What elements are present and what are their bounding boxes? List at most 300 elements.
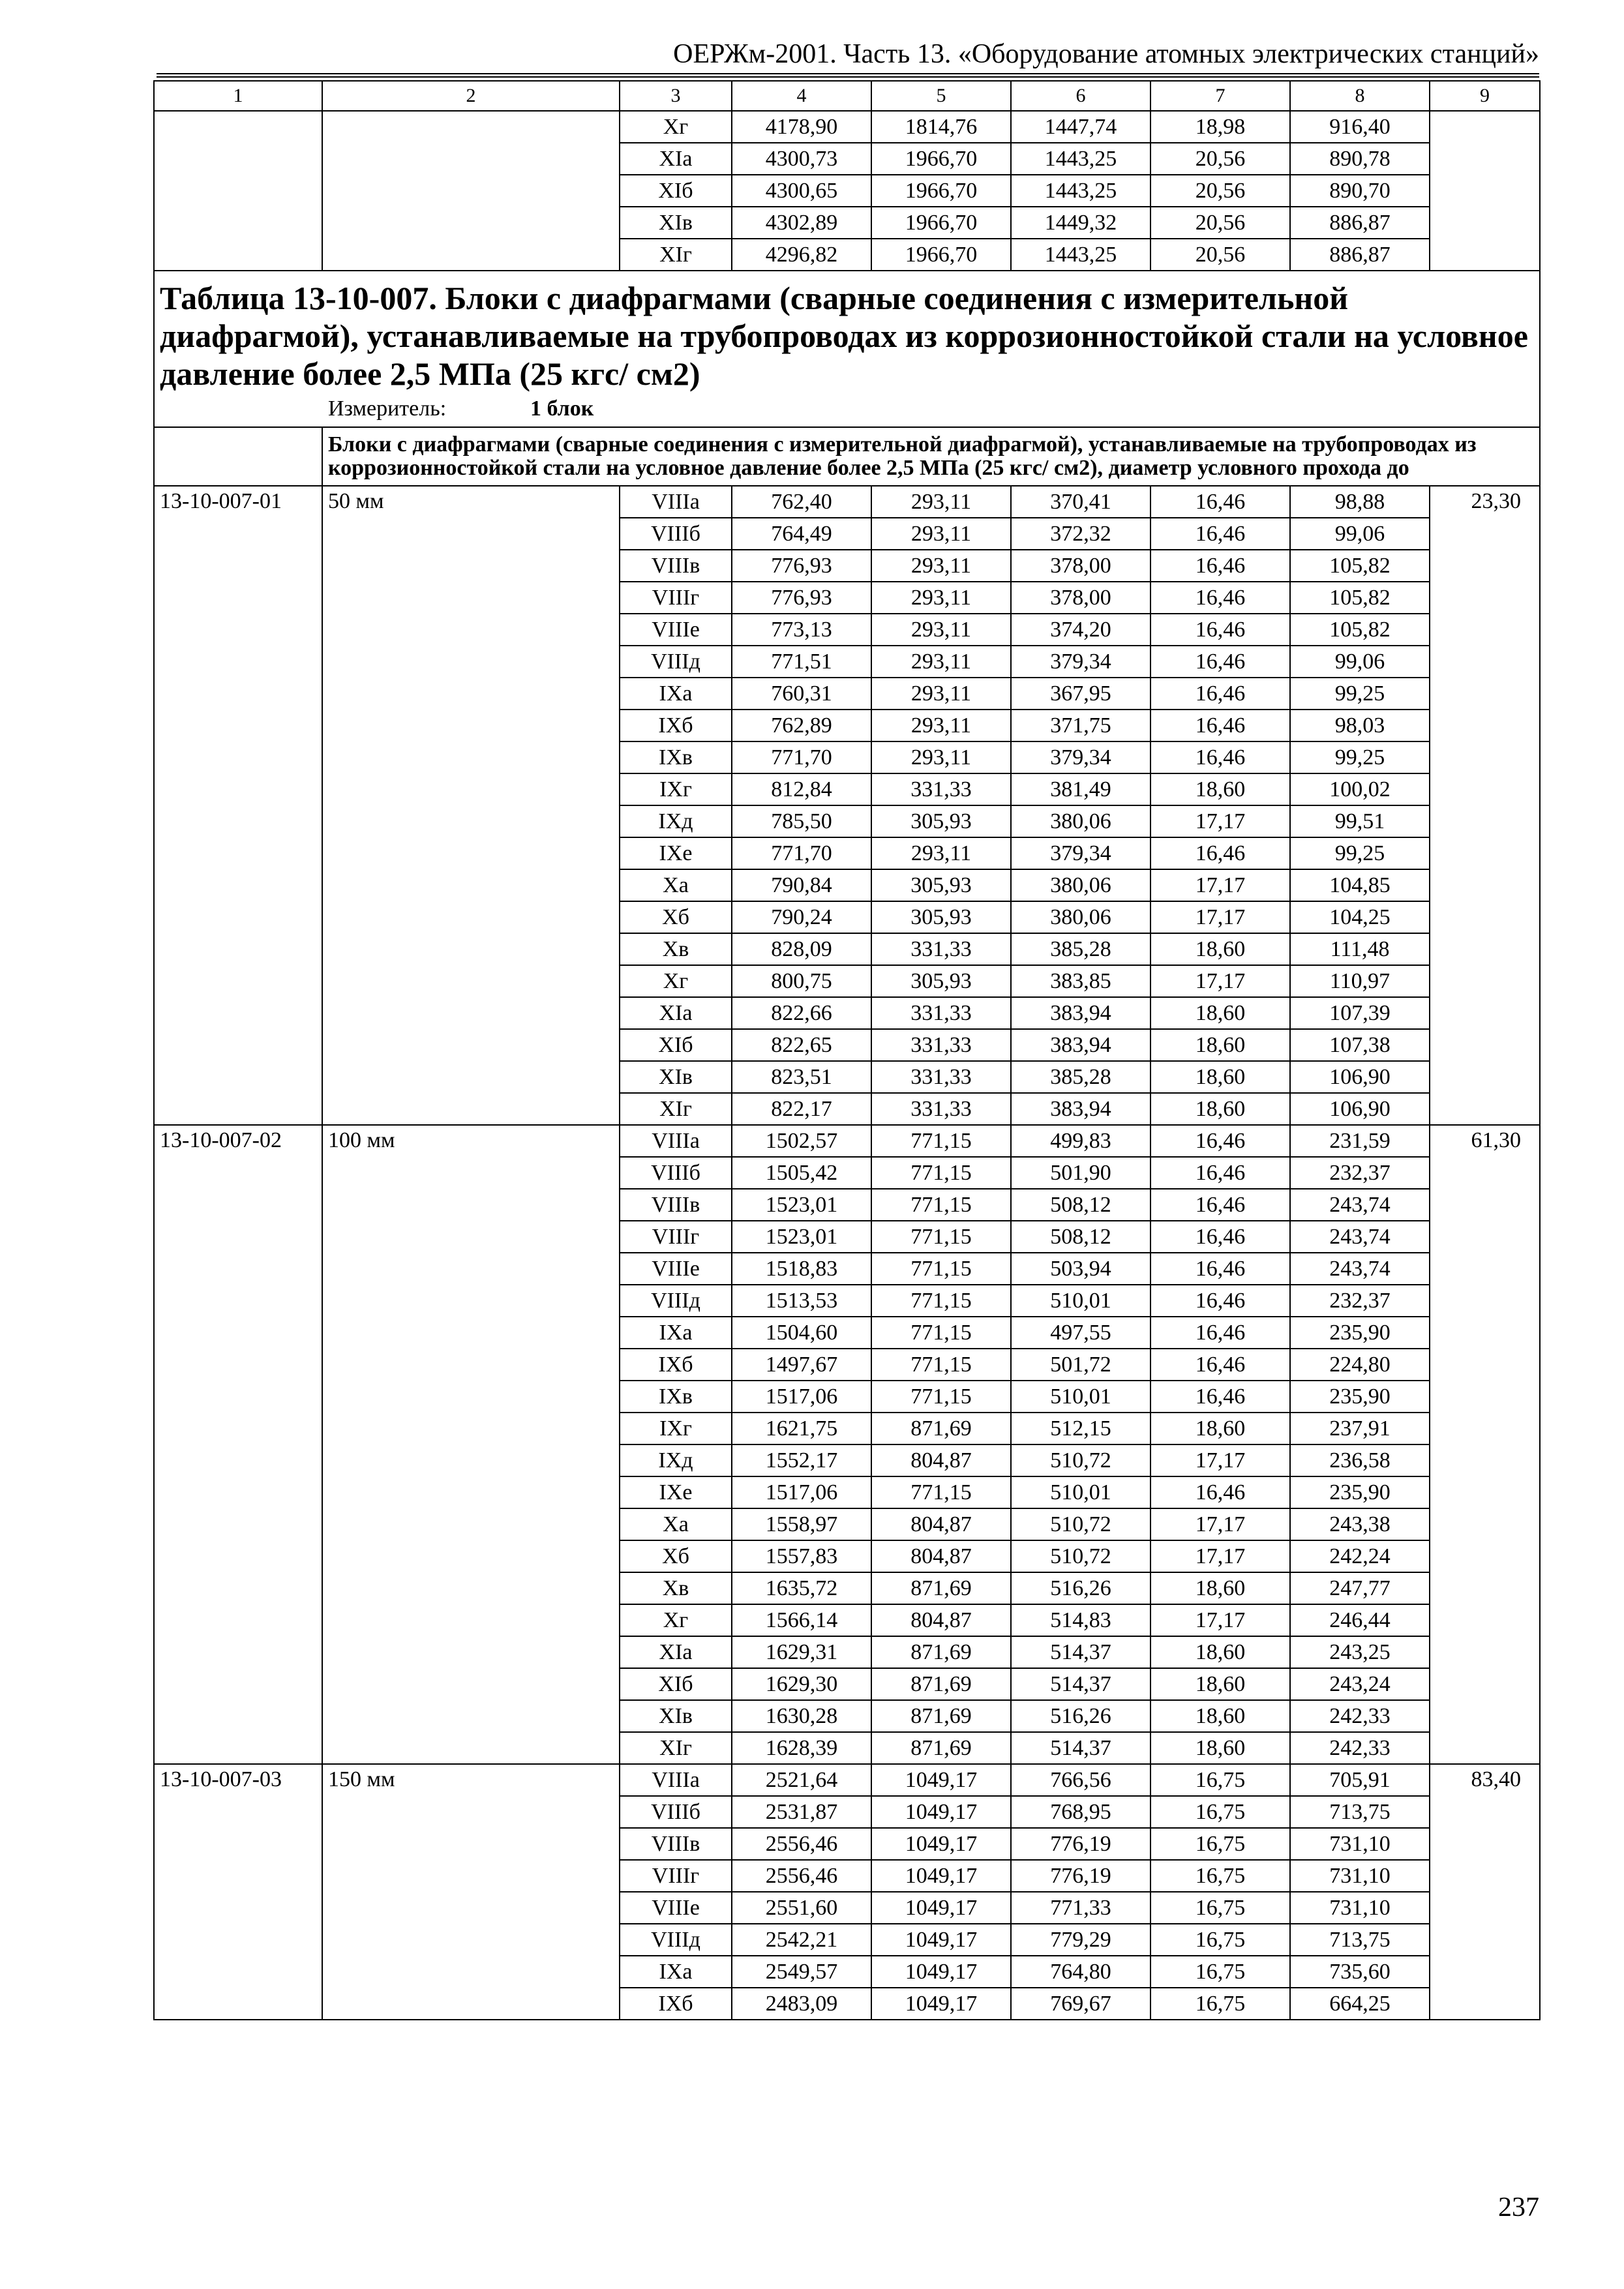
direct-cost-cell: 1517,06 — [732, 1381, 871, 1413]
machine-cost-cell: 510,72 — [1011, 1540, 1150, 1572]
machine-cost-cell: 514,83 — [1011, 1604, 1150, 1636]
direct-cost-cell: 1557,83 — [732, 1540, 871, 1572]
materials-cost-cell: 104,85 — [1290, 869, 1430, 901]
labor-cost-cell: 293,11 — [871, 614, 1011, 646]
continuation-row — [154, 111, 1540, 143]
table-row — [154, 1764, 1540, 1796]
direct-cost-cell: 771,70 — [732, 837, 871, 869]
zone-cell: VIIIг — [620, 1221, 732, 1253]
driver-wage-cell: 17,17 — [1150, 1444, 1290, 1476]
machine-cost-cell: 378,00 — [1011, 550, 1150, 582]
zone-cell: VIIIв — [620, 550, 732, 582]
driver-wage-cell: 17,17 — [1150, 901, 1290, 933]
zone-cell: IХб — [620, 710, 732, 741]
materials-cost-cell: 106,90 — [1290, 1061, 1430, 1093]
labor-cost-cell: 331,33 — [871, 933, 1011, 965]
labor-cost-cell: 804,87 — [871, 1508, 1011, 1540]
zone-cell: VIIIг — [620, 582, 732, 614]
table-title-row — [154, 271, 1540, 427]
driver-wage-cell: 16,46 — [1150, 582, 1290, 614]
machine-cost-cell: 503,94 — [1011, 1253, 1150, 1285]
driver-wage-cell: 16,46 — [1150, 646, 1290, 678]
table-row — [154, 1125, 1540, 1157]
zone-cell: ХIа — [620, 1636, 732, 1668]
continuation-code-cell — [154, 111, 322, 271]
direct-cost-cell: 1523,01 — [732, 1221, 871, 1253]
zone-cell: Хб — [620, 1540, 732, 1572]
column-number-cell: 3 — [620, 81, 732, 111]
zone-cell: VIIIе — [620, 1892, 732, 1924]
zone-cell: IХа — [620, 1956, 732, 1988]
direct-cost-cell: 1513,53 — [732, 1285, 871, 1317]
labor-cost-cell: 293,11 — [871, 646, 1011, 678]
labor-cost-cell: 771,15 — [871, 1253, 1011, 1285]
zone-cell: VIIIа — [620, 1764, 732, 1796]
materials-cost-cell: 916,40 — [1290, 111, 1430, 143]
direct-cost-cell: 1558,97 — [732, 1508, 871, 1540]
labor-cost-cell: 771,15 — [871, 1476, 1011, 1508]
labor-cost-cell: 771,15 — [871, 1285, 1011, 1317]
driver-wage-cell: 16,46 — [1150, 678, 1290, 710]
materials-cost-cell: 107,38 — [1290, 1029, 1430, 1061]
machine-cost-cell: 1443,25 — [1011, 239, 1150, 271]
labor-cost-cell: 305,93 — [871, 965, 1011, 997]
materials-cost-cell: 886,87 — [1290, 207, 1430, 239]
driver-wage-cell: 16,75 — [1150, 1956, 1290, 1988]
driver-wage-cell: 16,46 — [1150, 1221, 1290, 1253]
materials-cost-cell: 105,82 — [1290, 582, 1430, 614]
driver-wage-cell: 17,17 — [1150, 965, 1290, 997]
direct-cost-cell: 2521,64 — [732, 1764, 871, 1796]
materials-cost-cell: 243,74 — [1290, 1221, 1430, 1253]
direct-cost-cell: 776,93 — [732, 550, 871, 582]
driver-wage-cell: 16,46 — [1150, 1317, 1290, 1349]
direct-cost-cell: 1505,42 — [732, 1157, 871, 1189]
zone-cell: Хг — [620, 111, 732, 143]
materials-cost-cell: 110,97 — [1290, 965, 1430, 997]
machine-cost-cell: 379,34 — [1011, 646, 1150, 678]
driver-wage-cell: 18,60 — [1150, 1732, 1290, 1764]
direct-cost-cell: 812,84 — [732, 773, 871, 805]
zone-cell: ХIб — [620, 175, 732, 207]
materials-cost-cell: 243,74 — [1290, 1189, 1430, 1221]
driver-wage-cell: 18,60 — [1150, 1413, 1290, 1444]
machine-cost-cell: 766,56 — [1011, 1764, 1150, 1796]
materials-cost-cell: 99,25 — [1290, 741, 1430, 773]
materials-cost-cell: 242,33 — [1290, 1732, 1430, 1764]
direct-cost-cell: 2549,57 — [732, 1956, 871, 1988]
column-number-cell: 5 — [871, 81, 1011, 111]
labor-cost-cell: 771,15 — [871, 1157, 1011, 1189]
direct-cost-cell: 828,09 — [732, 933, 871, 965]
driver-wage-cell: 16,75 — [1150, 1828, 1290, 1860]
materials-cost-cell: 713,75 — [1290, 1924, 1430, 1956]
zone-cell: IХв — [620, 741, 732, 773]
direct-cost-cell: 822,65 — [732, 1029, 871, 1061]
materials-cost-cell: 705,91 — [1290, 1764, 1430, 1796]
direct-cost-cell: 2556,46 — [732, 1828, 871, 1860]
section-description-row — [154, 427, 1540, 486]
materials-cost-cell: 104,25 — [1290, 901, 1430, 933]
machine-cost-cell: 514,37 — [1011, 1732, 1150, 1764]
labor-cost-cell: 1966,70 — [871, 207, 1011, 239]
direct-cost-cell: 822,17 — [732, 1093, 871, 1125]
materials-cost-cell: 235,90 — [1290, 1317, 1430, 1349]
driver-wage-cell: 16,46 — [1150, 710, 1290, 741]
zone-cell: VIIIв — [620, 1828, 732, 1860]
labor-cost-cell: 771,15 — [871, 1189, 1011, 1221]
zone-cell: Ха — [620, 1508, 732, 1540]
section-description: Блоки с диафрагмами (сварные соединения с измерительной диафрагмой), устанавливаемые на трубопроводах из коррозионностойкой стали на условное давление более 2,5 МПа (25 кгс/ см2), диаметр условного прохода до — [322, 427, 1540, 486]
labor-cost-cell: 293,11 — [871, 582, 1011, 614]
labor-cost-cell: 1049,17 — [871, 1956, 1011, 1988]
materials-cost-cell: 242,24 — [1290, 1540, 1430, 1572]
labor-cost-cell: 771,15 — [871, 1349, 1011, 1381]
materials-cost-cell: 890,70 — [1290, 175, 1430, 207]
labor-cost-cell: 1049,17 — [871, 1764, 1011, 1796]
driver-wage-cell: 16,75 — [1150, 1988, 1290, 2020]
direct-cost-cell: 1630,28 — [732, 1700, 871, 1732]
zone-cell: ХIб — [620, 1668, 732, 1700]
direct-cost-cell: 2483,09 — [732, 1988, 871, 2020]
machine-cost-cell: 383,94 — [1011, 1029, 1150, 1061]
zone-cell: Хв — [620, 933, 732, 965]
driver-wage-cell: 18,60 — [1150, 1700, 1290, 1732]
zone-cell: IХе — [620, 837, 732, 869]
driver-wage-cell: 20,56 — [1150, 239, 1290, 271]
machine-cost-cell: 385,28 — [1011, 933, 1150, 965]
continuation-labor-cell — [1430, 111, 1540, 271]
column-number-cell: 6 — [1011, 81, 1150, 111]
labor-cost-cell: 1966,70 — [871, 175, 1011, 207]
machine-cost-cell: 776,19 — [1011, 1828, 1150, 1860]
direct-cost-cell: 1629,31 — [732, 1636, 871, 1668]
zone-cell: VIIIд — [620, 1924, 732, 1956]
zone-cell: ХIг — [620, 1732, 732, 1764]
driver-wage-cell: 16,75 — [1150, 1892, 1290, 1924]
driver-wage-cell: 20,56 — [1150, 207, 1290, 239]
labor-cost-cell: 293,11 — [871, 741, 1011, 773]
materials-cost-cell: 99,25 — [1290, 678, 1430, 710]
labor-hours-cell: 61,30 — [1430, 1125, 1540, 1764]
direct-cost-cell: 1504,60 — [732, 1317, 871, 1349]
machine-cost-cell: 764,80 — [1011, 1956, 1150, 1988]
zone-cell: VIIIе — [620, 614, 732, 646]
direct-cost-cell: 2542,21 — [732, 1924, 871, 1956]
zone-cell: IХг — [620, 773, 732, 805]
column-number-row — [154, 81, 1540, 111]
labor-cost-cell: 1049,17 — [871, 1828, 1011, 1860]
zone-cell: VIIIа — [620, 1125, 732, 1157]
labor-cost-cell: 293,11 — [871, 710, 1011, 741]
item-diameter-cell: 150 мм — [322, 1764, 620, 2020]
column-number-cell: 8 — [1290, 81, 1430, 111]
machine-cost-cell: 380,06 — [1011, 869, 1150, 901]
zone-cell: Ха — [620, 869, 732, 901]
materials-cost-cell: 98,03 — [1290, 710, 1430, 741]
item-diameter-cell: 50 мм — [322, 486, 620, 1125]
driver-wage-cell: 18,98 — [1150, 111, 1290, 143]
direct-cost-cell: 4302,89 — [732, 207, 871, 239]
materials-cost-cell: 243,24 — [1290, 1668, 1430, 1700]
direct-cost-cell: 2531,87 — [732, 1796, 871, 1828]
zone-cell: ХIа — [620, 997, 732, 1029]
materials-cost-cell: 98,88 — [1290, 486, 1430, 518]
materials-cost-cell: 236,58 — [1290, 1444, 1430, 1476]
direct-cost-cell: 1518,83 — [732, 1253, 871, 1285]
machine-cost-cell: 510,72 — [1011, 1444, 1150, 1476]
machine-cost-cell: 383,94 — [1011, 997, 1150, 1029]
direct-cost-cell: 790,24 — [732, 901, 871, 933]
machine-cost-cell: 372,32 — [1011, 518, 1150, 550]
materials-cost-cell: 243,25 — [1290, 1636, 1430, 1668]
machine-cost-cell: 497,55 — [1011, 1317, 1150, 1349]
labor-cost-cell: 305,93 — [871, 869, 1011, 901]
driver-wage-cell: 16,75 — [1150, 1796, 1290, 1828]
labor-cost-cell: 293,11 — [871, 678, 1011, 710]
direct-cost-cell: 762,89 — [732, 710, 871, 741]
machine-cost-cell: 516,26 — [1011, 1700, 1150, 1732]
zone-cell: IХд — [620, 1444, 732, 1476]
labor-cost-cell: 293,11 — [871, 550, 1011, 582]
zone-cell: IХа — [620, 1317, 732, 1349]
labor-cost-cell: 331,33 — [871, 1093, 1011, 1125]
zone-cell: IХб — [620, 1349, 732, 1381]
machine-cost-cell: 512,15 — [1011, 1413, 1150, 1444]
zone-cell: VIIIд — [620, 646, 732, 678]
driver-wage-cell: 16,46 — [1150, 837, 1290, 869]
materials-cost-cell: 224,80 — [1290, 1349, 1430, 1381]
zone-cell: Хб — [620, 901, 732, 933]
zone-cell: IХд — [620, 805, 732, 837]
column-number-cell: 7 — [1150, 81, 1290, 111]
zone-cell: VIIIб — [620, 1157, 732, 1189]
driver-wage-cell: 16,46 — [1150, 1285, 1290, 1317]
materials-cost-cell: 105,82 — [1290, 614, 1430, 646]
direct-cost-cell: 1635,72 — [732, 1572, 871, 1604]
materials-cost-cell: 246,44 — [1290, 1604, 1430, 1636]
driver-wage-cell: 17,17 — [1150, 805, 1290, 837]
zone-cell: IХа — [620, 678, 732, 710]
labor-cost-cell: 305,93 — [871, 901, 1011, 933]
driver-wage-cell: 16,46 — [1150, 1381, 1290, 1413]
labor-cost-cell: 804,87 — [871, 1444, 1011, 1476]
section-code-cell — [154, 427, 322, 486]
zone-cell: ХIа — [620, 143, 732, 175]
unit-line — [328, 396, 1537, 421]
machine-cost-cell: 771,33 — [1011, 1892, 1150, 1924]
machine-cost-cell: 779,29 — [1011, 1924, 1150, 1956]
materials-cost-cell: 713,75 — [1290, 1796, 1430, 1828]
item-code-cell: 13-10-007-02 — [154, 1125, 322, 1764]
materials-cost-cell: 99,25 — [1290, 837, 1430, 869]
unit-value: 1 блок — [530, 396, 594, 421]
materials-cost-cell: 106,90 — [1290, 1093, 1430, 1125]
direct-cost-cell: 1628,39 — [732, 1732, 871, 1764]
zone-cell: Хг — [620, 965, 732, 997]
direct-cost-cell: 771,51 — [732, 646, 871, 678]
materials-cost-cell: 890,78 — [1290, 143, 1430, 175]
machine-cost-cell: 380,06 — [1011, 805, 1150, 837]
labor-cost-cell: 1049,17 — [871, 1796, 1011, 1828]
machine-cost-cell: 1443,25 — [1011, 143, 1150, 175]
labor-cost-cell: 871,69 — [871, 1572, 1011, 1604]
labor-cost-cell: 804,87 — [871, 1540, 1011, 1572]
direct-cost-cell: 1497,67 — [732, 1349, 871, 1381]
column-number-cell: 1 — [154, 81, 322, 111]
materials-cost-cell: 731,10 — [1290, 1828, 1430, 1860]
unit-label: Измеритель: — [328, 396, 447, 421]
direct-cost-cell: 4300,65 — [732, 175, 871, 207]
driver-wage-cell: 17,17 — [1150, 869, 1290, 901]
direct-cost-cell: 1621,75 — [732, 1413, 871, 1444]
machine-cost-cell: 371,75 — [1011, 710, 1150, 741]
machine-cost-cell: 374,20 — [1011, 614, 1150, 646]
materials-cost-cell: 735,60 — [1290, 1956, 1430, 1988]
labor-cost-cell: 871,69 — [871, 1413, 1011, 1444]
materials-cost-cell: 731,10 — [1290, 1860, 1430, 1892]
driver-wage-cell: 16,75 — [1150, 1860, 1290, 1892]
materials-cost-cell: 232,37 — [1290, 1285, 1430, 1317]
direct-cost-cell: 776,93 — [732, 582, 871, 614]
direct-cost-cell: 2556,46 — [732, 1860, 871, 1892]
direct-cost-cell: 822,66 — [732, 997, 871, 1029]
materials-cost-cell: 664,25 — [1290, 1988, 1430, 2020]
labor-cost-cell: 771,15 — [871, 1381, 1011, 1413]
materials-cost-cell: 247,77 — [1290, 1572, 1430, 1604]
zone-cell: ХIв — [620, 1061, 732, 1093]
direct-cost-cell: 2551,60 — [732, 1892, 871, 1924]
machine-cost-cell: 383,94 — [1011, 1093, 1150, 1125]
materials-cost-cell: 107,39 — [1290, 997, 1430, 1029]
table-row — [154, 486, 1540, 518]
materials-cost-cell: 243,74 — [1290, 1253, 1430, 1285]
driver-wage-cell: 16,46 — [1150, 550, 1290, 582]
materials-cost-cell: 232,37 — [1290, 1157, 1430, 1189]
machine-cost-cell: 501,90 — [1011, 1157, 1150, 1189]
driver-wage-cell: 18,60 — [1150, 933, 1290, 965]
item-code-cell: 13-10-007-03 — [154, 1764, 322, 2020]
driver-wage-cell: 16,75 — [1150, 1764, 1290, 1796]
direct-cost-cell: 1566,14 — [732, 1604, 871, 1636]
table-title: Таблица 13-10-007. Блоки с диафрагмами (сварные соединения с измерительной диафрагмой), устанавливаемые на трубопроводах из коррозионностойкой стали на условное давление более 2,5 МПа (25 кгс/ см2) — [160, 280, 1528, 392]
driver-wage-cell: 18,60 — [1150, 1572, 1290, 1604]
driver-wage-cell: 16,46 — [1150, 518, 1290, 550]
zone-cell: ХIв — [620, 1700, 732, 1732]
driver-wage-cell: 16,46 — [1150, 614, 1290, 646]
labor-cost-cell: 771,15 — [871, 1221, 1011, 1253]
driver-wage-cell: 18,60 — [1150, 997, 1290, 1029]
machine-cost-cell: 510,01 — [1011, 1381, 1150, 1413]
direct-cost-cell: 773,13 — [732, 614, 871, 646]
machine-cost-cell: 768,95 — [1011, 1796, 1150, 1828]
materials-cost-cell: 111,48 — [1290, 933, 1430, 965]
direct-cost-cell: 771,70 — [732, 741, 871, 773]
zone-cell: VIIIг — [620, 1860, 732, 1892]
continuation-name-cell — [322, 111, 620, 271]
driver-wage-cell: 17,17 — [1150, 1604, 1290, 1636]
direct-cost-cell: 1517,06 — [732, 1476, 871, 1508]
machine-cost-cell: 367,95 — [1011, 678, 1150, 710]
driver-wage-cell: 17,17 — [1150, 1508, 1290, 1540]
zone-cell: ХIг — [620, 239, 732, 271]
labor-cost-cell: 871,69 — [871, 1636, 1011, 1668]
labor-cost-cell: 771,15 — [871, 1125, 1011, 1157]
labor-cost-cell: 871,69 — [871, 1700, 1011, 1732]
machine-cost-cell: 383,85 — [1011, 965, 1150, 997]
labor-cost-cell: 293,11 — [871, 837, 1011, 869]
direct-cost-cell: 764,49 — [732, 518, 871, 550]
labor-cost-cell: 331,33 — [871, 1061, 1011, 1093]
direct-cost-cell: 4300,73 — [732, 143, 871, 175]
driver-wage-cell: 16,46 — [1150, 1189, 1290, 1221]
zone-cell: VIIIд — [620, 1285, 732, 1317]
labor-hours-cell: 83,40 — [1430, 1764, 1540, 2020]
header-rule-top — [157, 73, 1539, 74]
direct-cost-cell: 760,31 — [732, 678, 871, 710]
machine-cost-cell: 385,28 — [1011, 1061, 1150, 1093]
machine-cost-cell: 1447,74 — [1011, 111, 1150, 143]
driver-wage-cell: 16,46 — [1150, 1253, 1290, 1285]
direct-cost-cell: 4178,90 — [732, 111, 871, 143]
zone-cell: IХе — [620, 1476, 732, 1508]
labor-cost-cell: 1049,17 — [871, 1892, 1011, 1924]
labor-cost-cell: 293,11 — [871, 518, 1011, 550]
materials-cost-cell: 100,02 — [1290, 773, 1430, 805]
machine-cost-cell: 379,34 — [1011, 837, 1150, 869]
machine-cost-cell: 380,06 — [1011, 901, 1150, 933]
column-number-cell: 4 — [732, 81, 871, 111]
zone-cell: IХв — [620, 1381, 732, 1413]
direct-cost-cell: 823,51 — [732, 1061, 871, 1093]
labor-cost-cell: 1049,17 — [871, 1860, 1011, 1892]
materials-cost-cell: 235,90 — [1290, 1476, 1430, 1508]
labor-cost-cell: 305,93 — [871, 805, 1011, 837]
labor-cost-cell: 871,69 — [871, 1732, 1011, 1764]
materials-cost-cell: 243,38 — [1290, 1508, 1430, 1540]
direct-cost-cell: 762,40 — [732, 486, 871, 518]
driver-wage-cell: 16,46 — [1150, 486, 1290, 518]
driver-wage-cell: 18,60 — [1150, 1029, 1290, 1061]
direct-cost-cell: 800,75 — [732, 965, 871, 997]
item-code-cell: 13-10-007-01 — [154, 486, 322, 1125]
materials-cost-cell: 886,87 — [1290, 239, 1430, 271]
labor-cost-cell: 871,69 — [871, 1668, 1011, 1700]
machine-cost-cell: 381,49 — [1011, 773, 1150, 805]
driver-wage-cell: 17,17 — [1150, 1540, 1290, 1572]
labor-cost-cell: 293,11 — [871, 486, 1011, 518]
zone-cell: ХIг — [620, 1093, 732, 1125]
estimate-table — [153, 80, 1541, 2020]
labor-cost-cell: 1966,70 — [871, 143, 1011, 175]
header-rule-bottom — [157, 76, 1539, 78]
driver-wage-cell: 16,46 — [1150, 1476, 1290, 1508]
page-number: 237 — [1498, 2192, 1539, 2222]
zone-cell: ХIб — [620, 1029, 732, 1061]
labor-cost-cell: 771,15 — [871, 1317, 1011, 1349]
machine-cost-cell: 379,34 — [1011, 741, 1150, 773]
driver-wage-cell: 16,75 — [1150, 1924, 1290, 1956]
driver-wage-cell: 18,60 — [1150, 773, 1290, 805]
driver-wage-cell: 18,60 — [1150, 1636, 1290, 1668]
materials-cost-cell: 105,82 — [1290, 550, 1430, 582]
direct-cost-cell: 785,50 — [732, 805, 871, 837]
labor-cost-cell: 1049,17 — [871, 1988, 1011, 2020]
materials-cost-cell: 99,51 — [1290, 805, 1430, 837]
machine-cost-cell: 378,00 — [1011, 582, 1150, 614]
zone-cell: VIIIа — [620, 486, 732, 518]
machine-cost-cell: 508,12 — [1011, 1221, 1150, 1253]
